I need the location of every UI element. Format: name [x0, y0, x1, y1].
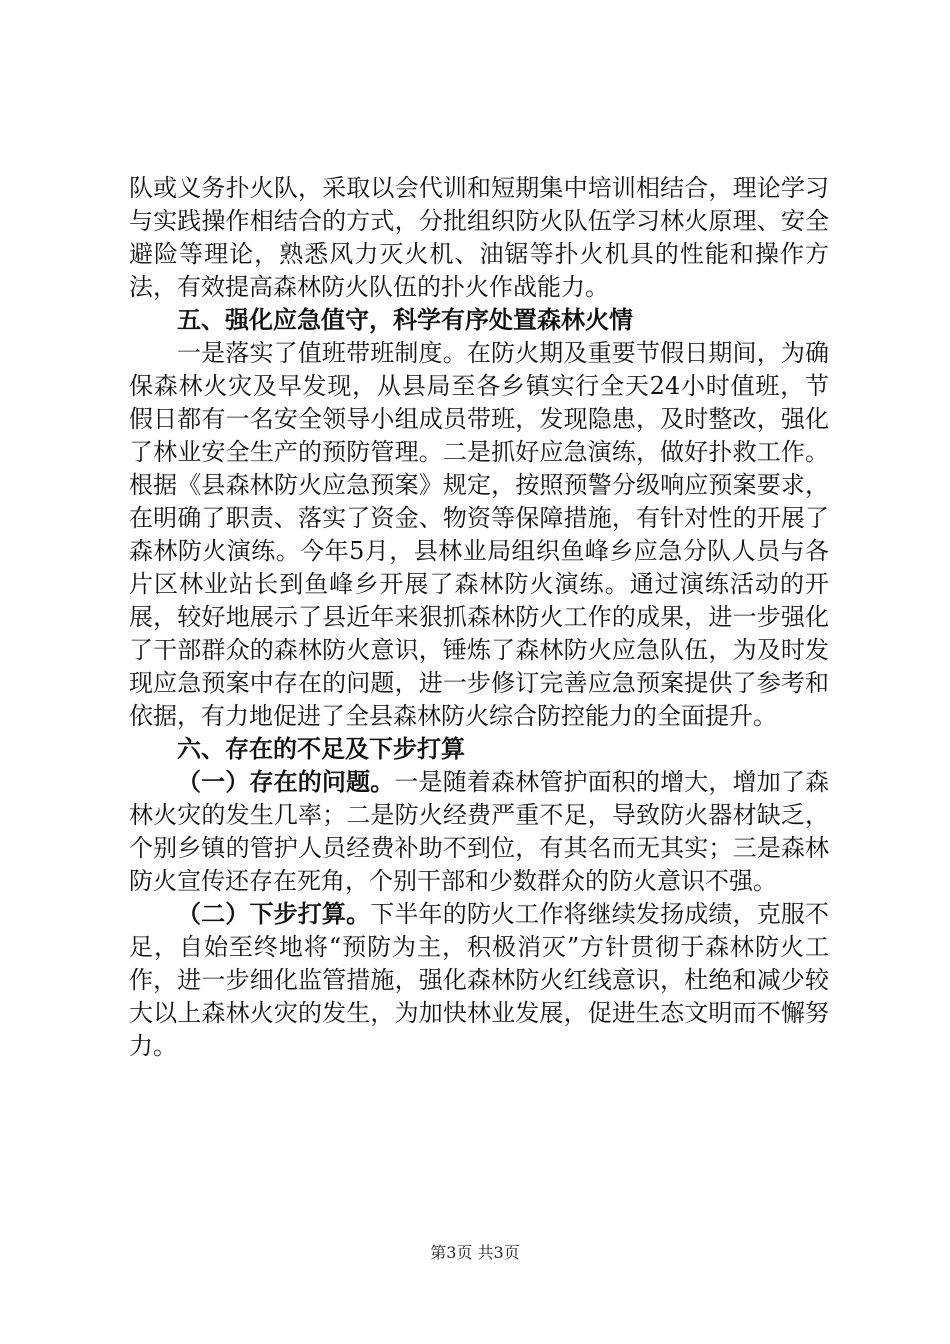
- document-body: [129, 172, 829, 1063]
- paragraph-section-5: 一是落实了值班带班制度。在防火期及重要节假日期间，为确保森林火灾及早发现，从县局至各乡镇实行全天24小时值班，节假日都有一名安全领导小组成员带班，发现隐患，及时整改，强化了林业安全生产的预防管理。二是抓好应急演练，做好扑救工作。根据《县森林防火应急预案》规定，按照预警分级响应预案要求，在明确了职责、落实了资金、物资等保障措施，有针对性的开展了森林防火演练。今年5月，县林业局组织鱼峰乡应急分队人员与各片区林业站长到鱼峰乡开展了森林防火演练。通过演练活动的开展，较好地展示了县近年来狠抓森林防火工作的成果，进一步强化了干部群众的森林防火意识，锤炼了森林防火应急队伍，为及时发现应急预案中存在的问题，进一步修订完善应急预案提供了参考和依据，有力地促进了全县森林防火综合防控能力的全面提升。: [129, 339, 829, 730]
- next-steps-text: 下半年的防火工作将继续发扬成绩，克服不足，自始至终地将“预防为主，积极消灭”方针贯彻于森林防火工作，进一步细化监管措施，强化森林防火红线意识，杜绝和减少较大以上森林火灾的发生，为加快林业发展，促进生态文明而不懈努力。: [129, 900, 830, 1060]
- section-heading-6: 六、存在的不足及下步打算: [177, 735, 465, 763]
- problems-text: 一是随着森林管护面积的增大，增加了森林火灾的发生几率；二是防火经费严重不足，导致防火器材缺乏，个别乡镇的管护人员经费补助不到位，有其名而无其实；三是森林防火宣传还存在死角，个别干部和少数群众的防火意识不强。: [129, 768, 830, 895]
- section-heading-5: 五、强化应急值守，科学有序处置森林火情: [177, 306, 633, 334]
- page-footer: [0, 1240, 950, 1263]
- page-number: 第3页 共3页: [430, 1243, 520, 1262]
- paragraph-next-steps: [129, 898, 829, 1063]
- paragraph-continued: 队或义务扑火队，采取以会代训和短期集中培训相结合，理论学习与实践操作相结合的方式，分批组织防火队伍学习林火原理、安全避险等理论，熟悉风力灭火机、油锯等扑火机具的性能和操作方法，有效提高森林防火队伍的扑火作战能力。: [129, 174, 829, 301]
- subheading-problems: （一）存在的问题。: [177, 768, 395, 796]
- paragraph-problems: [129, 766, 829, 898]
- subheading-next-steps: （二）下步打算。: [177, 900, 371, 928]
